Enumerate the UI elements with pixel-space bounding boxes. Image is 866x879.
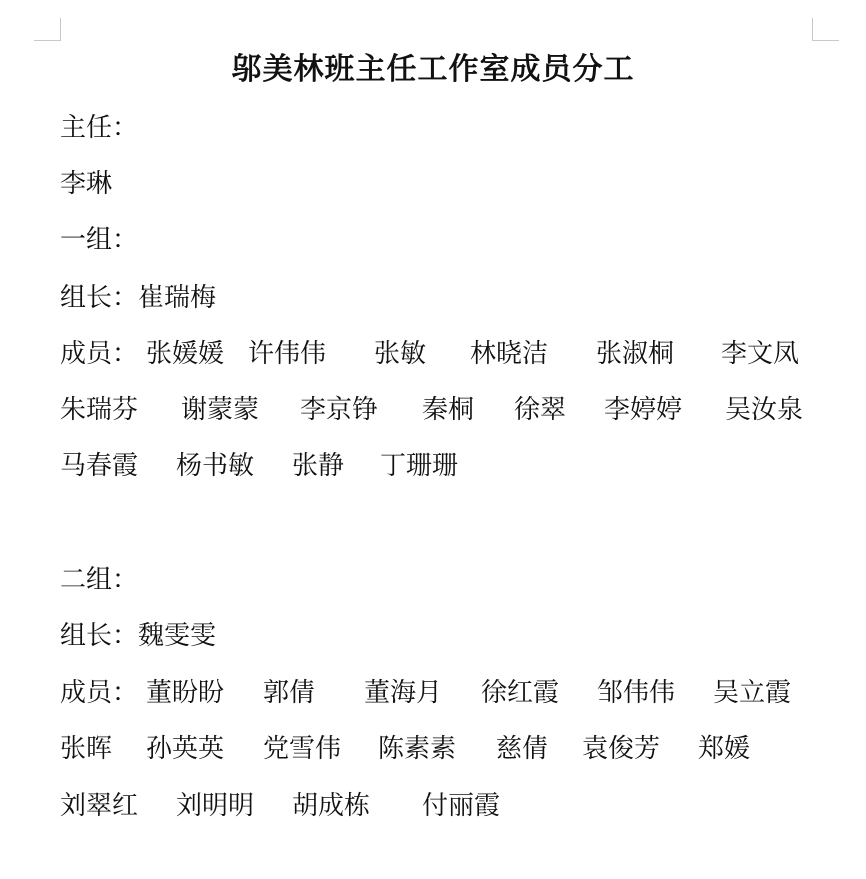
group1-member: 谢蒙蒙 <box>181 395 260 425</box>
group2-member: 郑媛 <box>698 734 751 764</box>
group1-member: 张淑桐 <box>596 339 675 369</box>
document-title: 邬美林班主任工作室成员分工 <box>231 52 635 87</box>
group1-member: 吴汝泉 <box>725 395 804 425</box>
group1-member: 李文凤 <box>721 339 800 369</box>
group2-member: 陈素素 <box>378 734 457 764</box>
group2-member: 袁俊芳 <box>582 734 661 764</box>
group1-members-label: 成员： <box>60 339 139 369</box>
group2-member: 刘翠红 <box>60 791 139 821</box>
group1-member: 张静 <box>292 451 345 481</box>
group2-leader-label: 组长： <box>60 621 139 651</box>
page-corner-mark-top-right <box>812 18 839 41</box>
group2-leader-line <box>60 616 216 656</box>
group2-member: 付丽霞 <box>422 791 501 821</box>
group2-member: 孙英英 <box>146 734 225 764</box>
group1-member: 朱瑞芬 <box>60 395 139 425</box>
group2-member: 徐红霞 <box>481 678 560 708</box>
group1-member: 许伟伟 <box>248 339 327 369</box>
page-corner-mark-top-left <box>34 18 61 41</box>
group2-member: 慈倩 <box>496 734 549 764</box>
group1-member: 马春霞 <box>60 451 139 481</box>
group1-leader-label: 组长： <box>60 283 139 313</box>
group2-heading: 二组： <box>60 565 139 595</box>
group1-member: 张媛媛 <box>146 339 225 369</box>
group2-member: 胡成栋 <box>292 791 371 821</box>
group2-member: 吴立霞 <box>713 678 792 708</box>
group1-heading: 一组： <box>60 225 139 255</box>
director-label: 主任： <box>60 113 139 143</box>
group1-member: 张敏 <box>374 339 427 369</box>
group2-member: 张晖 <box>60 734 113 764</box>
group1-member: 徐翠 <box>514 395 567 425</box>
group2-leader-name: 魏雯雯 <box>138 621 217 651</box>
group1-leader-name: 崔瑞梅 <box>138 283 217 313</box>
director-name: 李琳 <box>60 169 113 199</box>
group2-member: 董盼盼 <box>146 678 225 708</box>
group2-member: 董海月 <box>364 678 443 708</box>
group1-member: 丁珊珊 <box>380 451 459 481</box>
group2-member: 邹伟伟 <box>597 678 676 708</box>
group1-member: 李婷婷 <box>604 395 683 425</box>
group1-member: 杨书敏 <box>176 451 255 481</box>
group1-member: 李京铮 <box>300 395 379 425</box>
group2-member: 党雪伟 <box>263 734 342 764</box>
group1-leader-line <box>60 278 216 318</box>
group1-member: 秦桐 <box>422 395 475 425</box>
group2-member: 郭倩 <box>263 678 316 708</box>
group2-member: 刘明明 <box>176 791 255 821</box>
group2-members-label: 成员： <box>60 678 139 708</box>
group1-member: 林晓洁 <box>470 339 549 369</box>
